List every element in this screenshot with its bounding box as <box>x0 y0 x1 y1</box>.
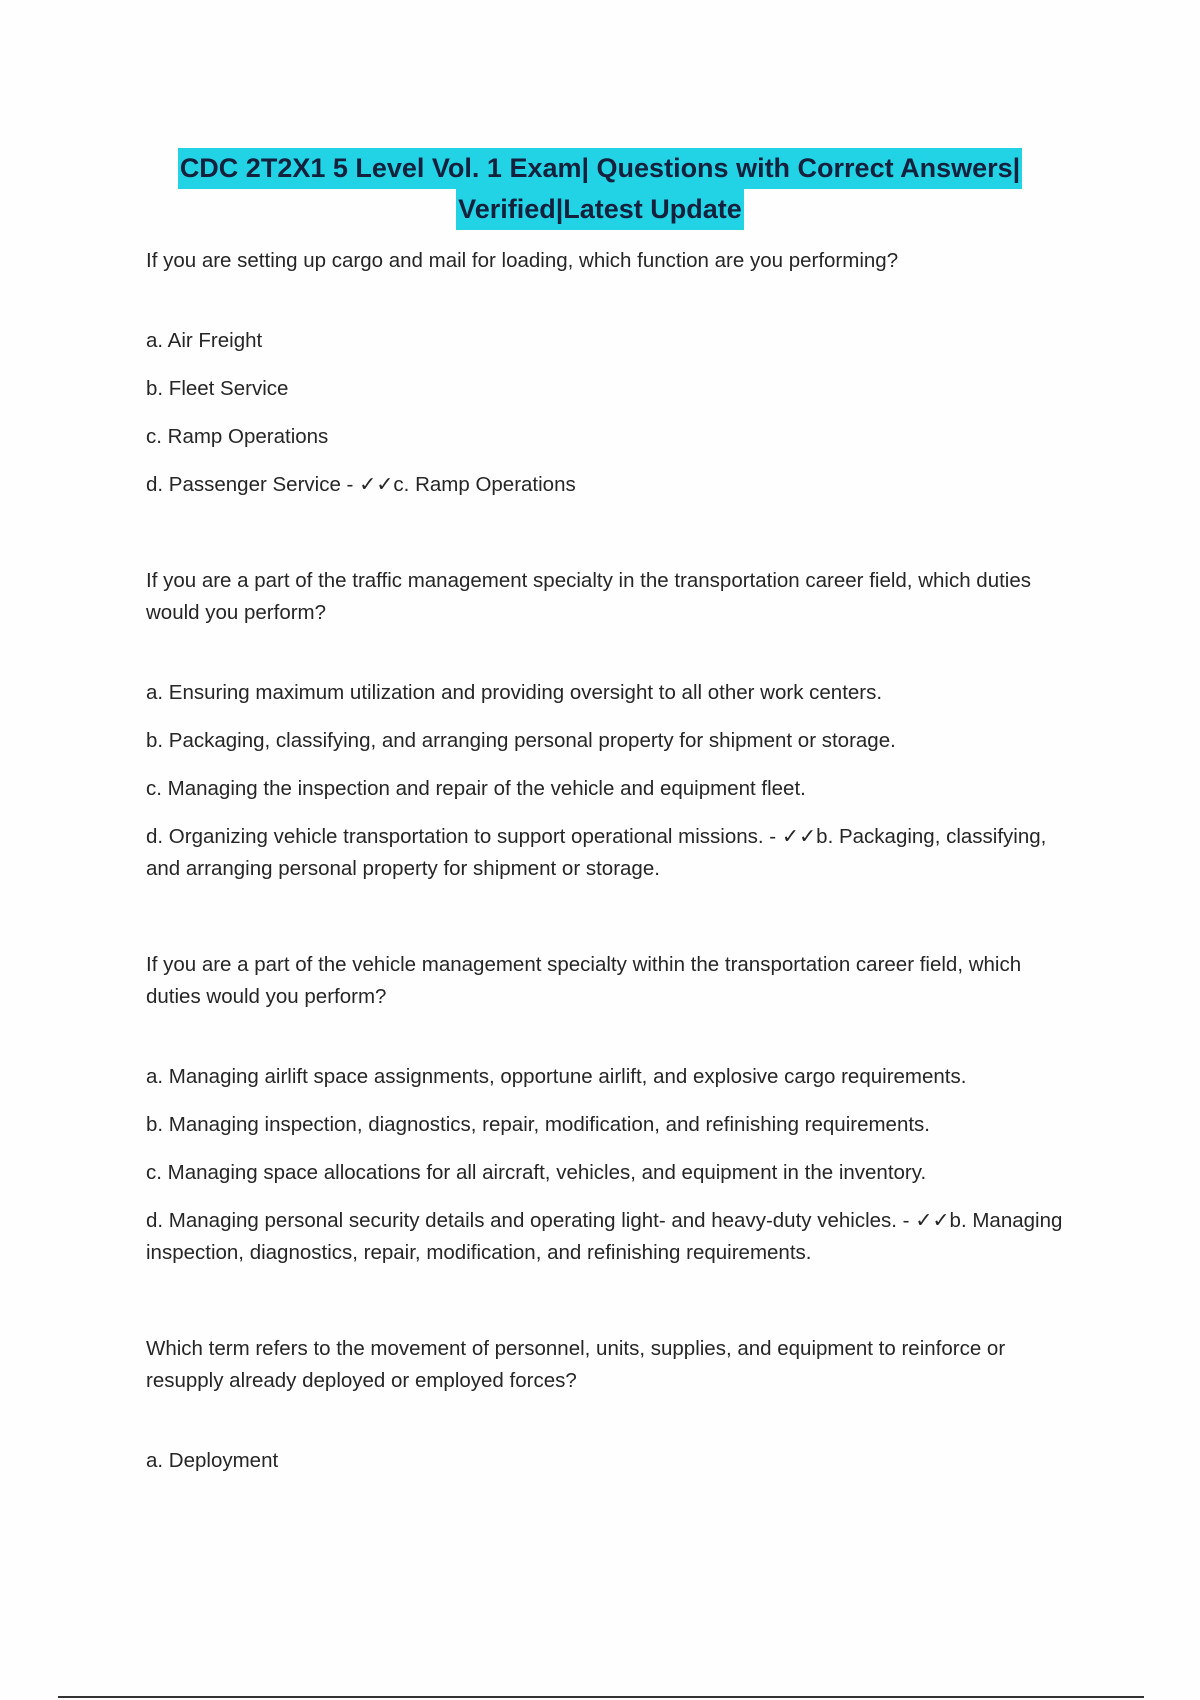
question-list <box>146 245 1076 1477</box>
question-block <box>146 1333 1076 1477</box>
answer-option: b. Packaging, classifying, and arranging personal property for shipment or storage. <box>146 729 896 752</box>
answer-option: c. Managing the inspection and repair of the vehicle and equipment fleet. <box>146 777 806 800</box>
answer-option: c. Managing space allocations for all aircraft, vehicles, and equipment in the inventory. <box>146 1161 927 1184</box>
title-line-2: Verified|Latest Update <box>456 189 744 230</box>
title-line-1: CDC 2T2X1 5 Level Vol. 1 Exam| Questions with Correct Answers| <box>178 148 1022 189</box>
question-text: If you are a part of the vehicle management specialty within the transportation career field, which duties would you perform? <box>146 953 1022 1008</box>
question-block <box>146 565 1076 885</box>
question-text: If you are a part of the traffic management specialty in the transportation career field, which duties would you perform? <box>146 569 1032 624</box>
question-text: Which term refers to the movement of personnel, units, supplies, and equipment to reinforce or resupply already deployed or employed forces? <box>146 1337 1006 1392</box>
answer-option-with-correct-answer: d. Organizing vehicle transportation to support operational missions. - ✓✓b. Packaging, classifying, and arranging personal property for shipment or storage. <box>146 825 1047 880</box>
answer-option: a. Deployment <box>146 1449 279 1472</box>
question-block <box>146 949 1076 1269</box>
question-block <box>146 245 1076 501</box>
document-title <box>0 148 1200 230</box>
answer-option: b. Fleet Service <box>146 377 289 400</box>
answer-option: b. Managing inspection, diagnostics, repair, modification, and refinishing requirements. <box>146 1113 930 1136</box>
footer-rule <box>58 1696 1144 1698</box>
answer-option-with-correct-answer: d. Managing personal security details and operating light- and heavy-duty vehicles. - ✓✓b. Managing inspection, diagnostics, repair, modification, and refinishing requirements. <box>146 1209 1063 1264</box>
answer-option: a. Ensuring maximum utilization and providing oversight to all other work centers. <box>146 681 883 704</box>
answer-option-with-correct-answer: d. Passenger Service - ✓✓c. Ramp Operations <box>146 473 576 496</box>
answer-option: c. Ramp Operations <box>146 425 329 448</box>
answer-option: a. Managing airlift space assignments, opportune airlift, and explosive cargo requirements. <box>146 1065 967 1088</box>
answer-option: a. Air Freight <box>146 329 263 352</box>
question-text: If you are setting up cargo and mail for loading, which function are you performing? <box>146 249 899 272</box>
